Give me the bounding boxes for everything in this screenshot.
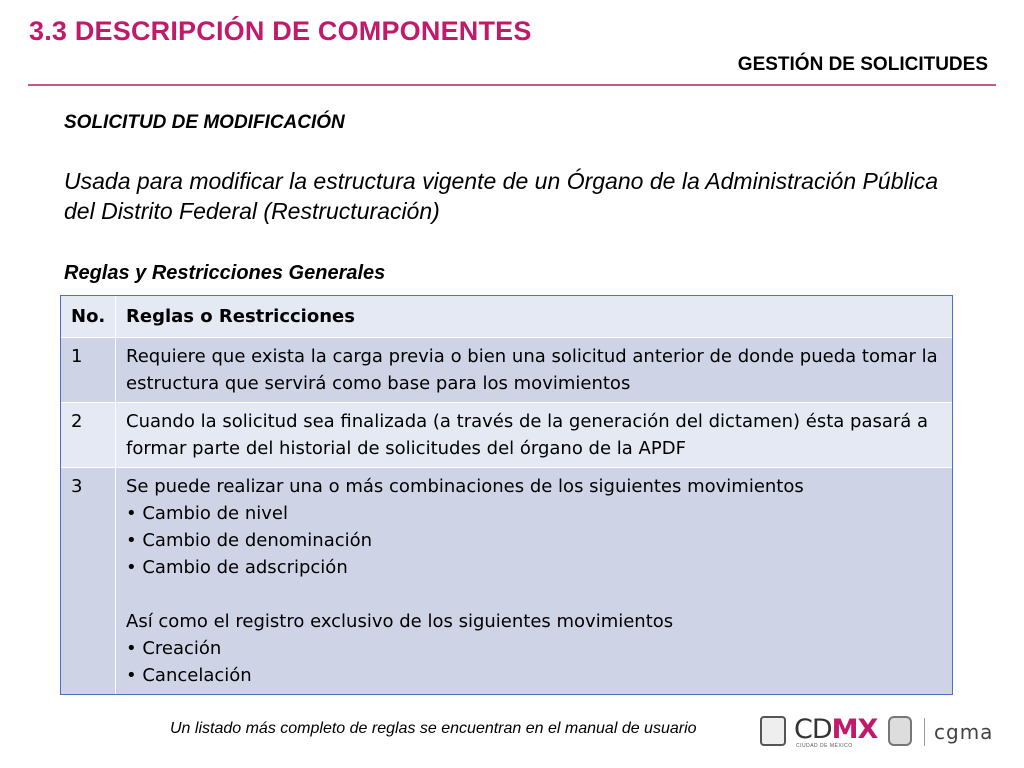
rule-bullet: • Cambio de denominación bbox=[126, 530, 373, 551]
table-row bbox=[61, 338, 953, 403]
table-row bbox=[61, 403, 953, 468]
blank-line bbox=[126, 581, 944, 608]
footer-note: Un listado más completo de reglas se encuentran en el manual de usuario bbox=[170, 720, 697, 737]
logo-divider bbox=[924, 718, 925, 746]
row-rule-text bbox=[116, 403, 953, 468]
section-heading: SOLICITUD DE MODIFICACIÓN bbox=[64, 112, 345, 133]
table-row bbox=[61, 468, 953, 695]
page-subtitle: GESTIÓN DE SOLICITUDES bbox=[737, 54, 988, 75]
header-divider bbox=[28, 84, 996, 86]
row-number: 2 bbox=[61, 403, 116, 468]
badge-logo-icon bbox=[888, 716, 912, 746]
row-rule-text bbox=[116, 468, 953, 695]
cgma-logo: cgma bbox=[934, 720, 994, 744]
footer-logos bbox=[760, 712, 1000, 752]
cdmx-logo: CDMX bbox=[794, 714, 878, 745]
cdmx-logo-subtitle: CIUDAD DE MÉXICO bbox=[796, 743, 853, 749]
rule-bullet: • Cambio de nivel bbox=[126, 503, 288, 524]
column-header-rules: Reglas o Restricciones bbox=[116, 296, 953, 338]
rule-bullet: • Creación bbox=[126, 638, 222, 659]
rule-line: Se puede realizar una o más combinaciones de los siguientes movimientos bbox=[126, 476, 804, 497]
rule-line: Requiere que exista la carga previa o bien una solicitud anterior de donde pueda tomar la estructura que servirá como base para los movimientos bbox=[126, 346, 938, 394]
seal-logo-icon bbox=[760, 716, 786, 746]
page-title: 3.3 DESCRIPCIÓN DE COMPONENTES bbox=[29, 16, 532, 46]
rule-line: Cuando la solicitud sea finalizada (a través de la generación del dictamen) ésta pasará a formar parte del historial de solicitudes del órgano de la APDF bbox=[126, 411, 929, 459]
row-rule-text bbox=[116, 338, 953, 403]
column-header-no: No. bbox=[61, 296, 116, 338]
rule-bullet: • Cancelación bbox=[126, 665, 252, 686]
row-number: 3 bbox=[61, 468, 116, 695]
rule-line: Así como el registro exclusivo de los siguientes movimientos bbox=[126, 611, 674, 632]
rule-bullet: • Cambio de adscripción bbox=[126, 557, 348, 578]
section-description: Usada para modificar la estructura vigente de un Órgano de la Administración Pública del Distrito Federal (Restructuración) bbox=[64, 168, 938, 224]
rules-table bbox=[60, 295, 953, 695]
table-header-row bbox=[61, 296, 953, 338]
rules-heading: Reglas y Restricciones Generales bbox=[64, 262, 386, 284]
row-number: 1 bbox=[61, 338, 116, 403]
